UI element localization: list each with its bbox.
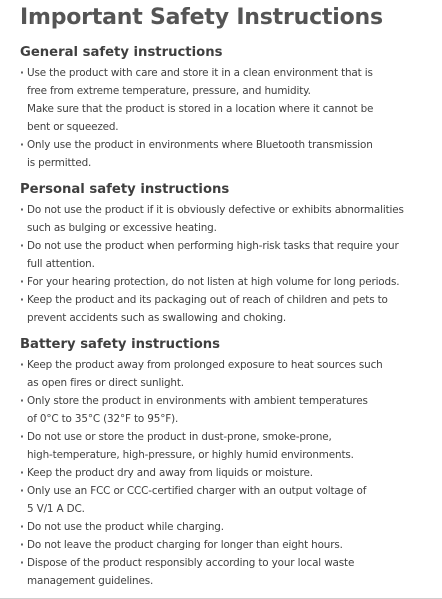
instruction-list <box>20 64 432 172</box>
list-item: · Do not use the product while charging. <box>20 518 432 536</box>
section-heading: Personal safety instructions <box>20 182 230 197</box>
section-heading: General safety instructions <box>20 45 223 60</box>
section-battery-safety <box>20 336 432 590</box>
list-item: · Only use the product in environments where Bluetooth transmission is permitted. <box>20 136 432 172</box>
section-personal-safety <box>20 181 432 327</box>
list-item: · Use the product with care and store it in a clean environment that is free from extreme temperature, pressure, and humidity. Make sure that the product is stored in a location where it cannot be bent or squeezed. <box>20 64 432 136</box>
list-item: · Keep the product and its packaging out of reach of children and pets to prevent accidents such as swallowing and choking. <box>20 291 432 327</box>
list-item: · Only store the product in environments with ambient temperatures of 0°C to 35°C (32°F to 95°F). <box>20 392 432 428</box>
page-title: Important Safety Instructions <box>20 5 383 30</box>
list-item: · Do not use the product when performing high-risk tasks that require your full attention. <box>20 237 432 273</box>
list-item: · Keep the product dry and away from liquids or moisture. <box>20 464 432 482</box>
list-item: · Dispose of the product responsibly according to your local waste management guidelines. <box>20 554 432 590</box>
instruction-list <box>20 201 432 327</box>
list-item: · Do not use the product if it is obviously defective or exhibits abnormalities such as bulging or excessive heating. <box>20 201 432 237</box>
section-heading: Battery safety instructions <box>20 337 221 352</box>
list-item: · Keep the product away from prolonged exposure to heat sources such as open fires or direct sunlight. <box>20 356 432 392</box>
list-item: · Do not use or store the product in dust-prone, smoke-prone, high-temperature, high-pressure, or highly humid environments. <box>20 428 432 464</box>
list-item: · Only use an FCC or CCC-certified charger with an output voltage of 5 V/1 A DC. <box>20 482 432 518</box>
list-item: · For your hearing protection, do not listen at high volume for long periods. <box>20 273 432 291</box>
section-general-safety <box>20 44 432 172</box>
list-item: · Do not leave the product charging for longer than eight hours. <box>20 536 432 554</box>
instruction-list <box>20 356 432 590</box>
